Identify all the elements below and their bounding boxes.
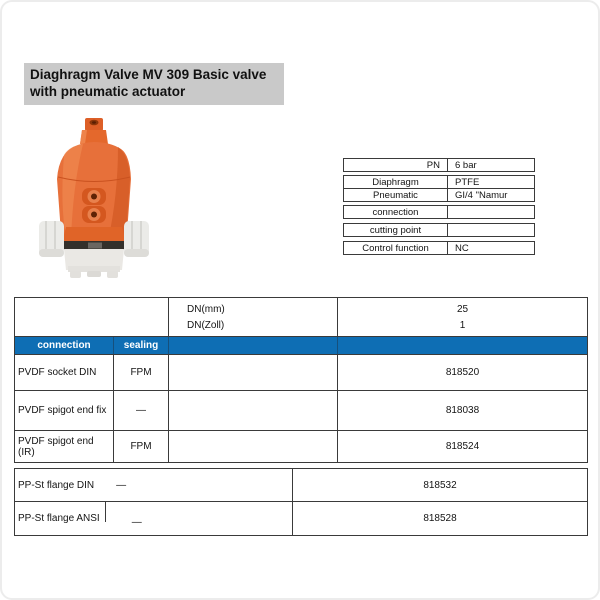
flange-table xyxy=(14,468,588,536)
spec-row-diaphragm xyxy=(343,175,535,189)
spec-row-connection xyxy=(343,205,535,219)
table-row xyxy=(15,431,587,462)
cell-code: 818520 xyxy=(445,367,480,378)
spec-label-connection: connection xyxy=(344,206,448,218)
dn-mm-value: 25 xyxy=(456,303,469,315)
cell-connection xyxy=(15,502,293,535)
dn-label-cell xyxy=(169,298,338,336)
spec-label-diaphragm: Diaphragm xyxy=(344,176,448,188)
cell-code: 818524 xyxy=(445,441,480,452)
order-table xyxy=(14,297,588,463)
header-spacer-1 xyxy=(169,337,338,354)
spec-value-pn: 6 bar xyxy=(455,159,477,171)
header-spacer-2 xyxy=(338,337,587,354)
spec-row-pneumatic xyxy=(343,188,535,202)
page-title-line1: Diaghragm Valve MV 309 Basic valve xyxy=(30,67,267,82)
header-connection: connection xyxy=(15,337,114,354)
cell-connection: PVDF spigot end (IR) xyxy=(15,431,114,462)
spec-value-pneumatic: GI/4 "Namur xyxy=(455,189,508,201)
cell-empty xyxy=(169,431,338,462)
spec-value-cutting-point xyxy=(448,224,534,236)
spec-label-cutting-point: cutting point xyxy=(344,224,448,236)
valve-product-image xyxy=(38,115,150,279)
dn-zoll-value: 1 xyxy=(459,319,466,331)
table-row xyxy=(15,355,587,391)
dn-empty-cell xyxy=(15,298,169,336)
cell-connection: PVDF socket DIN xyxy=(15,355,114,390)
page-title xyxy=(24,63,284,105)
spec-value-control-function: NC xyxy=(455,242,469,254)
cell-sealing: FPM xyxy=(114,431,169,462)
dn-mm-label: DN(mm) xyxy=(187,303,225,315)
cell-sealing: — xyxy=(114,391,169,430)
spec-row-pn xyxy=(343,158,535,172)
dn-value-cell xyxy=(338,298,587,336)
dn-row xyxy=(15,298,587,337)
header-sealing: sealing xyxy=(114,337,169,354)
cell-connection xyxy=(15,469,293,501)
spec-value-connection xyxy=(448,206,534,218)
spec-row-cutting-point xyxy=(343,223,535,237)
cell-empty xyxy=(169,355,338,390)
spec-row-control-function xyxy=(343,241,535,255)
cell-connection: PVDF spigot end fix xyxy=(15,391,114,430)
dn-zoll-label: DN(Zoll) xyxy=(187,319,225,331)
order-table-header xyxy=(15,337,587,355)
cell-sealing: FPM xyxy=(114,355,169,390)
flange-ansi-sealing: — xyxy=(131,517,142,528)
table-row xyxy=(15,469,587,502)
cell-empty xyxy=(169,391,338,430)
page-title-line2: with pneumatic actuator xyxy=(30,84,186,99)
table-row xyxy=(15,391,587,431)
spec-label-pn: PN xyxy=(344,159,448,171)
spec-label-control-function: Control function xyxy=(344,242,448,254)
flange-din-label: PP-St flange DIN xyxy=(18,479,95,491)
cell-code: 818532 xyxy=(423,479,457,491)
table-row xyxy=(15,502,587,535)
flange-din-sealing: — xyxy=(116,479,127,491)
cell-subdivider xyxy=(105,502,106,522)
spec-table xyxy=(343,158,535,255)
flange-ansi-label: PP-St flange ANSI xyxy=(18,513,100,524)
spec-value-diaphragm: PTFE xyxy=(455,176,480,188)
cell-code: 818038 xyxy=(445,405,480,416)
spec-label-pneumatic: Pneumatic xyxy=(344,189,448,201)
cell-code: 818528 xyxy=(423,513,457,524)
